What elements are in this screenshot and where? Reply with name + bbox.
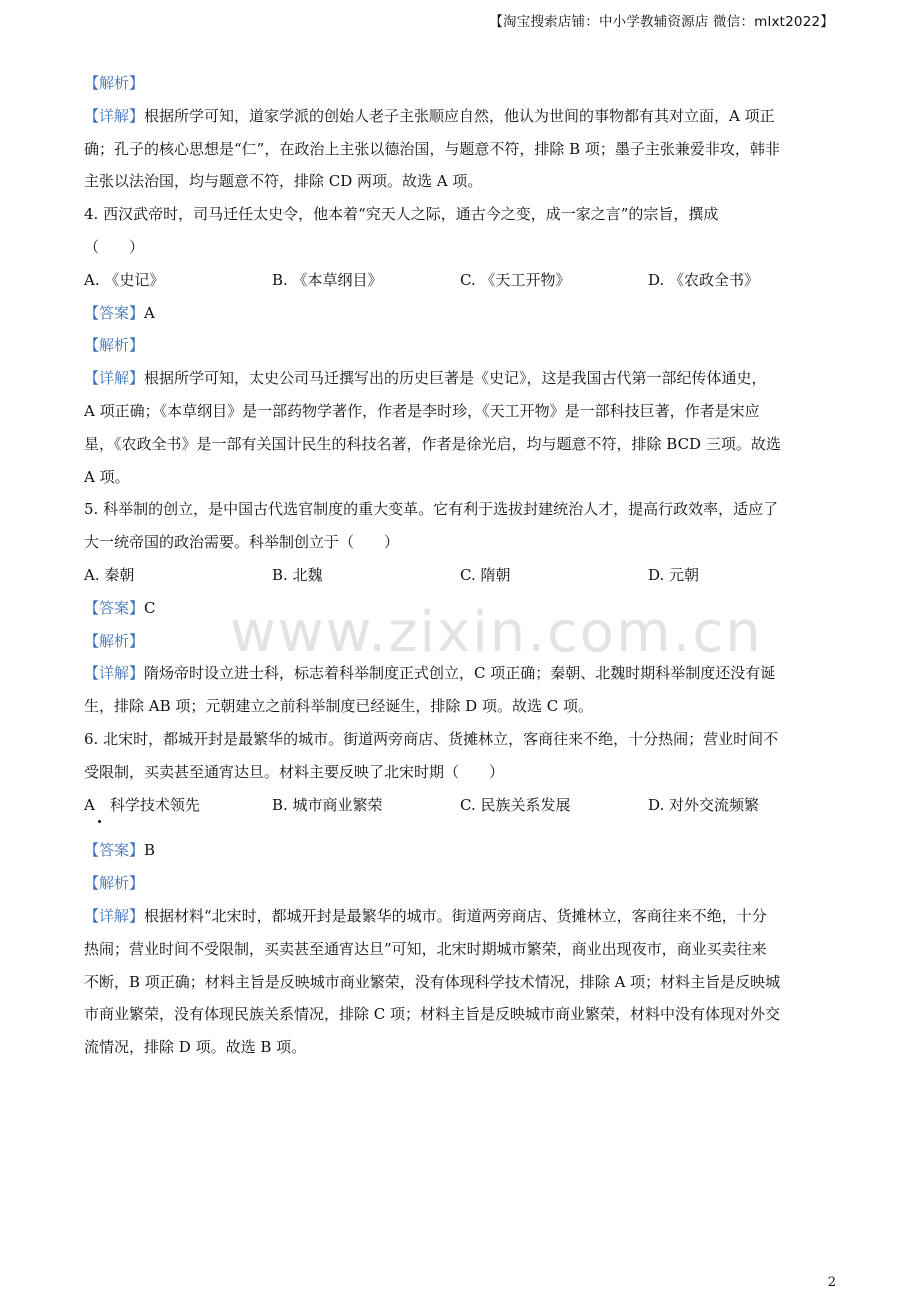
detail-line: A 项。 [84, 467, 130, 486]
question-stem: 受限制，买卖甚至通宵达旦。材料主要反映了北宋时期（ ） [84, 762, 505, 781]
option-c: C. 《天工开物》 [460, 271, 571, 290]
detail-line: 热闹；营业时间不受限制，买卖甚至通宵达旦”可知，北宋时期城市繁荣，商业出现夜市，商业买卖往来 [84, 939, 767, 958]
page-content [84, 72, 836, 1069]
detail-line: 确；孔子的核心思想是“仁”，在政治上主张以德治国，与题意不符，排除 B 项；墨子主张兼爱非攻，韩非 [84, 139, 780, 158]
question-stem: 大一统帝国的政治需要。科举制创立于（ ） [84, 533, 400, 552]
option-c: C. 民族关系发展 [460, 796, 571, 815]
option-d: D. 对外交流频繁 [648, 796, 760, 815]
question-stem: 5. 科举制的创立，是中国古代选官制度的重大变革。它有利于选拔封建统治人才，提高行政效率，适应了 [84, 500, 779, 519]
answer-line: 【答案】B [84, 841, 156, 860]
option-d: D. 元朝 [648, 566, 700, 585]
option-a: A 科学技术领先 [84, 796, 200, 815]
option-c: C. 隋朝 [460, 566, 511, 585]
question-stem: 4. 西汉武帝时，司马迁任太史令，他本着“究天人之际，通古今之变，成一家之言”的宗旨，撰成 [84, 205, 719, 224]
analysis-label: 【解析】 [84, 631, 145, 650]
detail-line: 市商业繁荣，没有体现民族关系情况，排除 C 项；材料主旨是反映城市商业繁荣，材料中没有体现对外交 [84, 1005, 781, 1024]
detail-line: A 项正确；《本草纲目》是一部药物学著作，作者是李时珍，《天工开物》是一部科技巨著，作者是宋应 [84, 401, 760, 420]
detail-line: 生，排除 AB 项；元朝建立之前科举制度已经诞生，排除 D 项。故选 C 项。 [84, 697, 593, 716]
detail-line: 【详解】根据所学可知，太史公司马迁撰写出的历史巨著是《史记》，这是我国古代第一部纪传体通史， [84, 369, 767, 388]
answer-line: 【答案】C [84, 598, 156, 617]
options-row [84, 564, 836, 586]
option-b: B. 城市商业繁荣 [272, 796, 383, 815]
watermark: www.zixin.com.cn [230, 600, 763, 665]
detail-line: 【详解】根据所学可知，道家学派的创始人老子主张顺应自然，他认为世间的事物都有其对立面，A 项正 [84, 106, 775, 125]
option-d: D. 《农政全书》 [648, 271, 760, 290]
question-stem: （ ） [84, 237, 145, 256]
options-row [84, 794, 836, 816]
detail-line: 流情况，排除 D 项。故选 B 项。 [84, 1038, 307, 1057]
detail-line: 【详解】隋炀帝时设立进士科，标志着科举制度正式创立，C 项正确；秦朝、北魏时期科举制度还没有诞 [84, 664, 776, 683]
option-b: B. 《本草纲目》 [272, 271, 383, 290]
option-a: A. 《史记》 [84, 271, 165, 290]
analysis-label: 【解析】 [84, 74, 145, 92]
answer-line: 【答案】A [84, 303, 155, 322]
detail-line: 【详解】根据材料“北宋时，都城开封是最繁华的城市。街道两旁商店、货摊林立，客商往来不绝，十分 [84, 906, 767, 925]
options-row [84, 269, 836, 291]
page-number: 2 [827, 1275, 836, 1290]
analysis-label: 【解析】 [84, 336, 145, 355]
option-b: B. 北魏 [272, 566, 323, 585]
header-note: 【淘宝搜索店铺：中小学教辅资源店 微信：mlxt2022】 [489, 14, 834, 30]
detail-line: 不断，B 项正确；材料主旨是反映城市商业繁荣，没有体现科学技术情况，排除 A 项；材料主旨是反映城 [84, 972, 781, 991]
option-a: A. 秦朝 [84, 566, 135, 585]
analysis-label: 【解析】 [84, 874, 145, 893]
question-stem: 6. 北宋时，都城开封是最繁华的城市。街道两旁商店、货摊林立，客商往来不绝，十分热闹；营业时间不 [84, 729, 779, 748]
dot-mark [84, 820, 836, 824]
detail-line: 主张以法治国，均与题意不符，排除 CD 两项。故选 A 项。 [84, 172, 483, 191]
detail-line: 星，《农政全书》是一部有关国计民生的科技名著，作者是徐光启，均与题意不符，排除 BCD 三项。故选 [84, 434, 781, 453]
